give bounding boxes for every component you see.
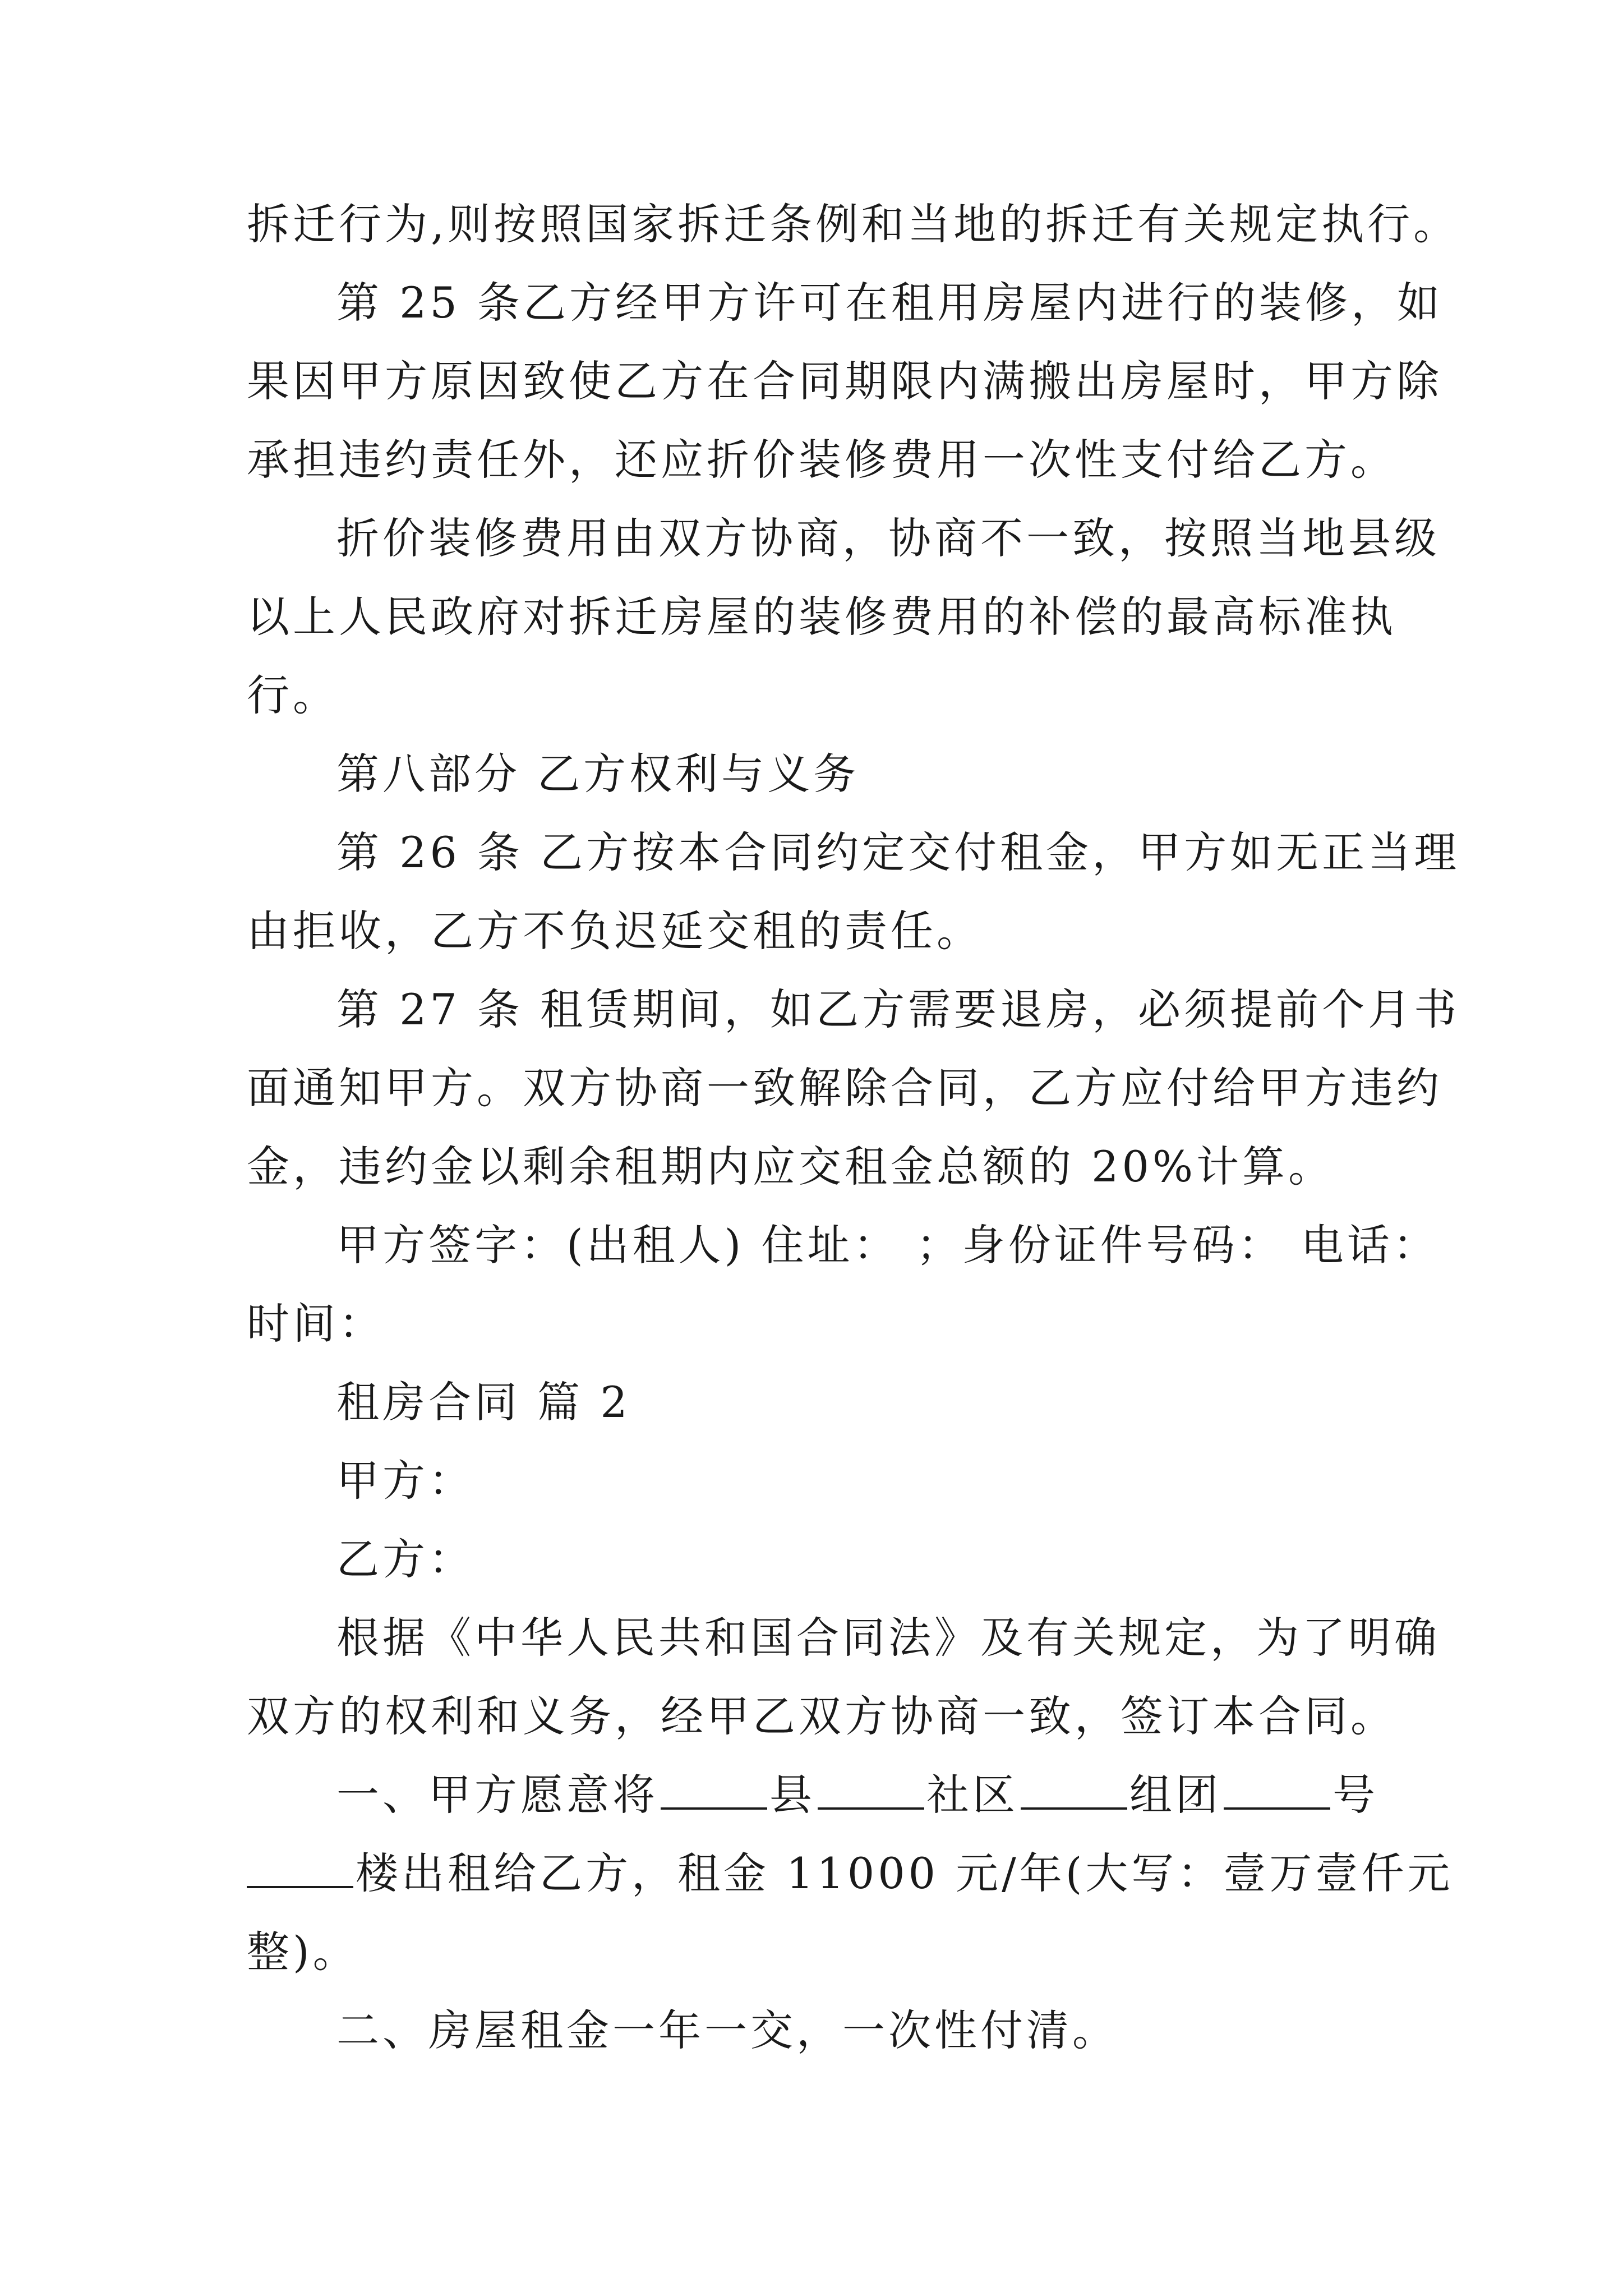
blank-field [818,1768,924,1810]
contract-title: 租房合同 篇 2 [336,1377,631,1427]
number-label: 号 [1332,1770,1378,1820]
text-line: 双方的权利和义务，经甲乙双方协商一致，签订本合同。 [247,1691,1396,1741]
county-label: 县 [769,1770,815,1820]
blank-field [247,1847,353,1888]
text-line: 拆迁行为,则按照国家拆迁条例和当地的拆迁有关规定执行。 [247,199,1460,249]
clause-1-continued [247,1846,1453,1902]
text-line: 整)。 [247,1927,359,1977]
clause-1-line [336,1767,1378,1823]
party-b-line: 乙方： [336,1534,474,1584]
text-line: 由拒收，乙方不负迟延交租的责任。 [247,906,983,956]
text-line: 果因甲方原因致使乙方在合同期限内满搬出房屋时，甲方除 [247,356,1442,406]
article-25-start: 第 25 条乙方经甲方许可在租用房屋内进行的装修，如 [336,278,1444,328]
group-label: 组团 [1129,1770,1221,1820]
article-26-start: 第 26 条 乙方按本合同约定交付租金，甲方如无正当理 [336,827,1460,877]
time-line: 时间： [247,1299,385,1349]
blank-field [1224,1768,1330,1810]
text-line: 面通知甲方。双方协商一致解除合同，乙方应付给甲方违约 [247,1063,1442,1113]
community-label: 社区 [926,1770,1018,1820]
article-27-start: 第 27 条 租赁期间，如乙方需要退房，必须提前个月书 [336,984,1460,1034]
text-line: 行。 [247,670,339,720]
text-line: 以上人民政府对拆迁房屋的装修费用的补偿的最高标准执 [247,592,1396,642]
text-line: 承担违约责任外，还应折价装修费用一次性支付给乙方。 [247,435,1396,485]
signature-line: 甲方签字：(出租人) 住址： ；身份证件号码： 电话： [336,1220,1439,1270]
paragraph-start: 根据《中华人民共和国合同法》及有关规定，为了明确 [336,1613,1440,1663]
section-heading: 第八部分 乙方权利与义务 [336,749,860,799]
paragraph-start: 折价装修费用由双方协商，协商不一致，按照当地县级 [336,513,1440,563]
clause-1-text: 一、甲方愿意将 [336,1770,658,1820]
party-a-line: 甲方： [336,1456,474,1506]
blank-field [1021,1768,1127,1810]
blank-field [661,1768,767,1810]
rent-text: 楼出租给乙方，租金 11000 元/年(大写：壹万壹仟元 [356,1848,1454,1898]
text-line: 金，违约金以剩余租期内应交租金总额的 20%计算。 [247,1142,1335,1191]
clause-2-line: 二、房屋租金一年一交，一次性付清。 [336,2005,1118,2055]
